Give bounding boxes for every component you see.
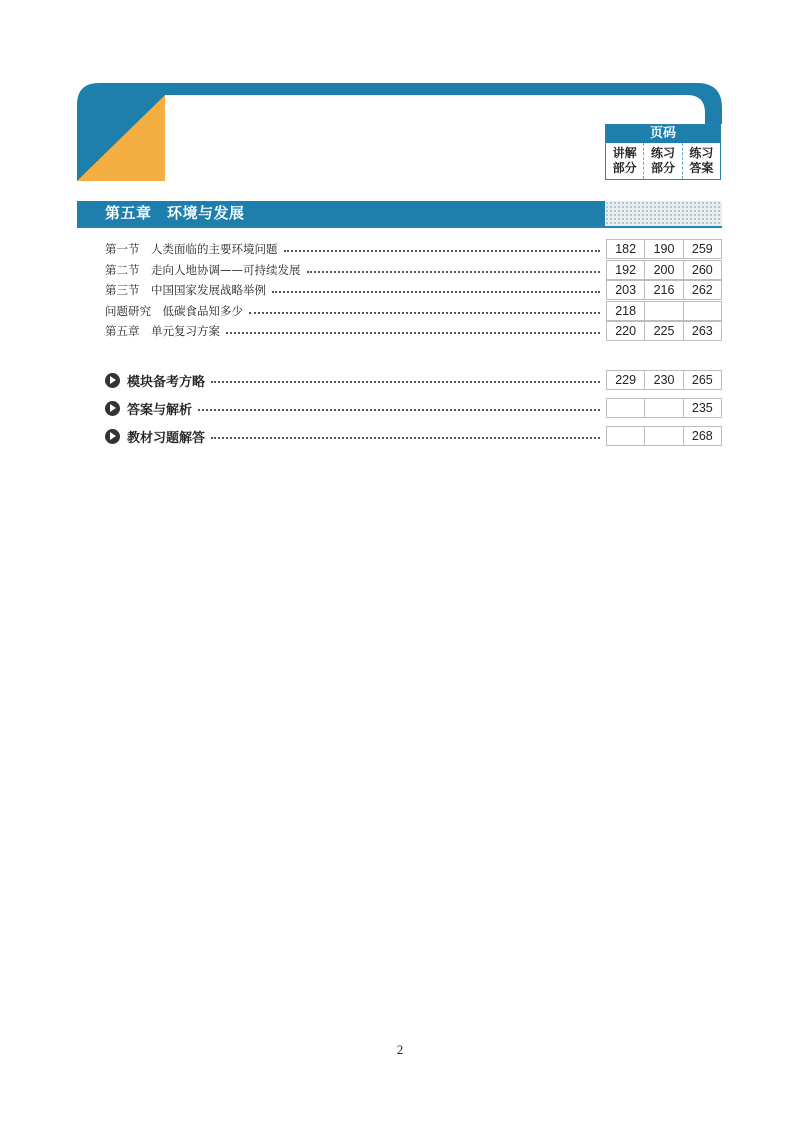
column-lecture: 讲解 部分 [612, 146, 637, 175]
toc-row-label: 第五章 单元复习方案 [105, 324, 220, 338]
page-cells [606, 239, 722, 259]
play-arrow-icon [105, 373, 120, 388]
toc-row[interactable] [105, 280, 722, 300]
page-cell [606, 426, 645, 446]
page-cells [606, 370, 722, 390]
page-cell: 216 [644, 280, 683, 300]
module-label: 模块备考方略 [127, 374, 206, 390]
page-cell: 200 [644, 260, 683, 280]
module-row[interactable] [105, 370, 722, 390]
dot-leader [211, 381, 600, 383]
page-cells [606, 280, 722, 300]
toc-row-label: 第三节 中国国家发展战略举例 [105, 283, 266, 297]
page-cell [606, 398, 645, 418]
page-cell: 229 [606, 370, 645, 390]
footer-page-number: 2 [396, 1042, 404, 1057]
page-cell: 235 [683, 398, 722, 418]
page-cell: 190 [644, 239, 683, 259]
toc-row[interactable] [105, 321, 722, 341]
toc-row-label: 第二节 走向人地协调——可持续发展 [105, 263, 301, 277]
module-row[interactable] [105, 398, 722, 418]
toc-row[interactable] [105, 301, 722, 321]
module-label: 答案与解析 [127, 402, 193, 418]
page-cell: 203 [606, 280, 645, 300]
page-cell: 265 [683, 370, 722, 390]
page-cell [644, 301, 683, 321]
toc-row[interactable] [105, 239, 722, 259]
page-cells [606, 301, 722, 321]
module-label: 教材习题解答 [127, 430, 206, 446]
page-cell: 218 [606, 301, 645, 321]
toc-row-label: 第一节 人类面临的主要环境问题 [105, 242, 278, 256]
page-cell [644, 398, 683, 418]
chapter-bar-pattern [605, 201, 722, 226]
dot-leader [211, 437, 600, 439]
dot-leader [249, 312, 600, 314]
module-row[interactable] [105, 426, 722, 446]
column-practice: 练习 部分 [643, 143, 681, 179]
page-cell: 192 [606, 260, 645, 280]
page-cell [683, 301, 722, 321]
dot-leader [284, 250, 601, 252]
dot-leader [307, 271, 601, 273]
play-arrow-icon [105, 429, 120, 444]
page-cell: 262 [683, 280, 722, 300]
page-cell: 182 [606, 239, 645, 259]
page-cells [606, 321, 722, 341]
dot-leader [226, 332, 600, 334]
page-cell: 220 [606, 321, 645, 341]
page-cells [606, 260, 722, 280]
page-cell: 259 [683, 239, 722, 259]
page-cell [644, 426, 683, 446]
page-label: 页码 [606, 125, 720, 143]
page-cell: 230 [644, 370, 683, 390]
page-cell: 268 [683, 426, 722, 446]
page-cell: 263 [683, 321, 722, 341]
page-number-header [605, 124, 721, 180]
column-answers: 练习 答案 [682, 143, 720, 179]
dot-leader [198, 409, 600, 411]
dot-leader [272, 291, 600, 293]
page-cell: 225 [644, 321, 683, 341]
page-cells [606, 398, 722, 418]
page-cell: 260 [683, 260, 722, 280]
chapter-divider [77, 226, 722, 228]
toc-row[interactable] [105, 260, 722, 280]
toc-row-label: 问题研究 低碳食品知多少 [105, 304, 243, 318]
chapter-title: 第五章 环境与发展 [77, 201, 605, 226]
play-arrow-icon [105, 401, 120, 416]
page-cells [606, 426, 722, 446]
